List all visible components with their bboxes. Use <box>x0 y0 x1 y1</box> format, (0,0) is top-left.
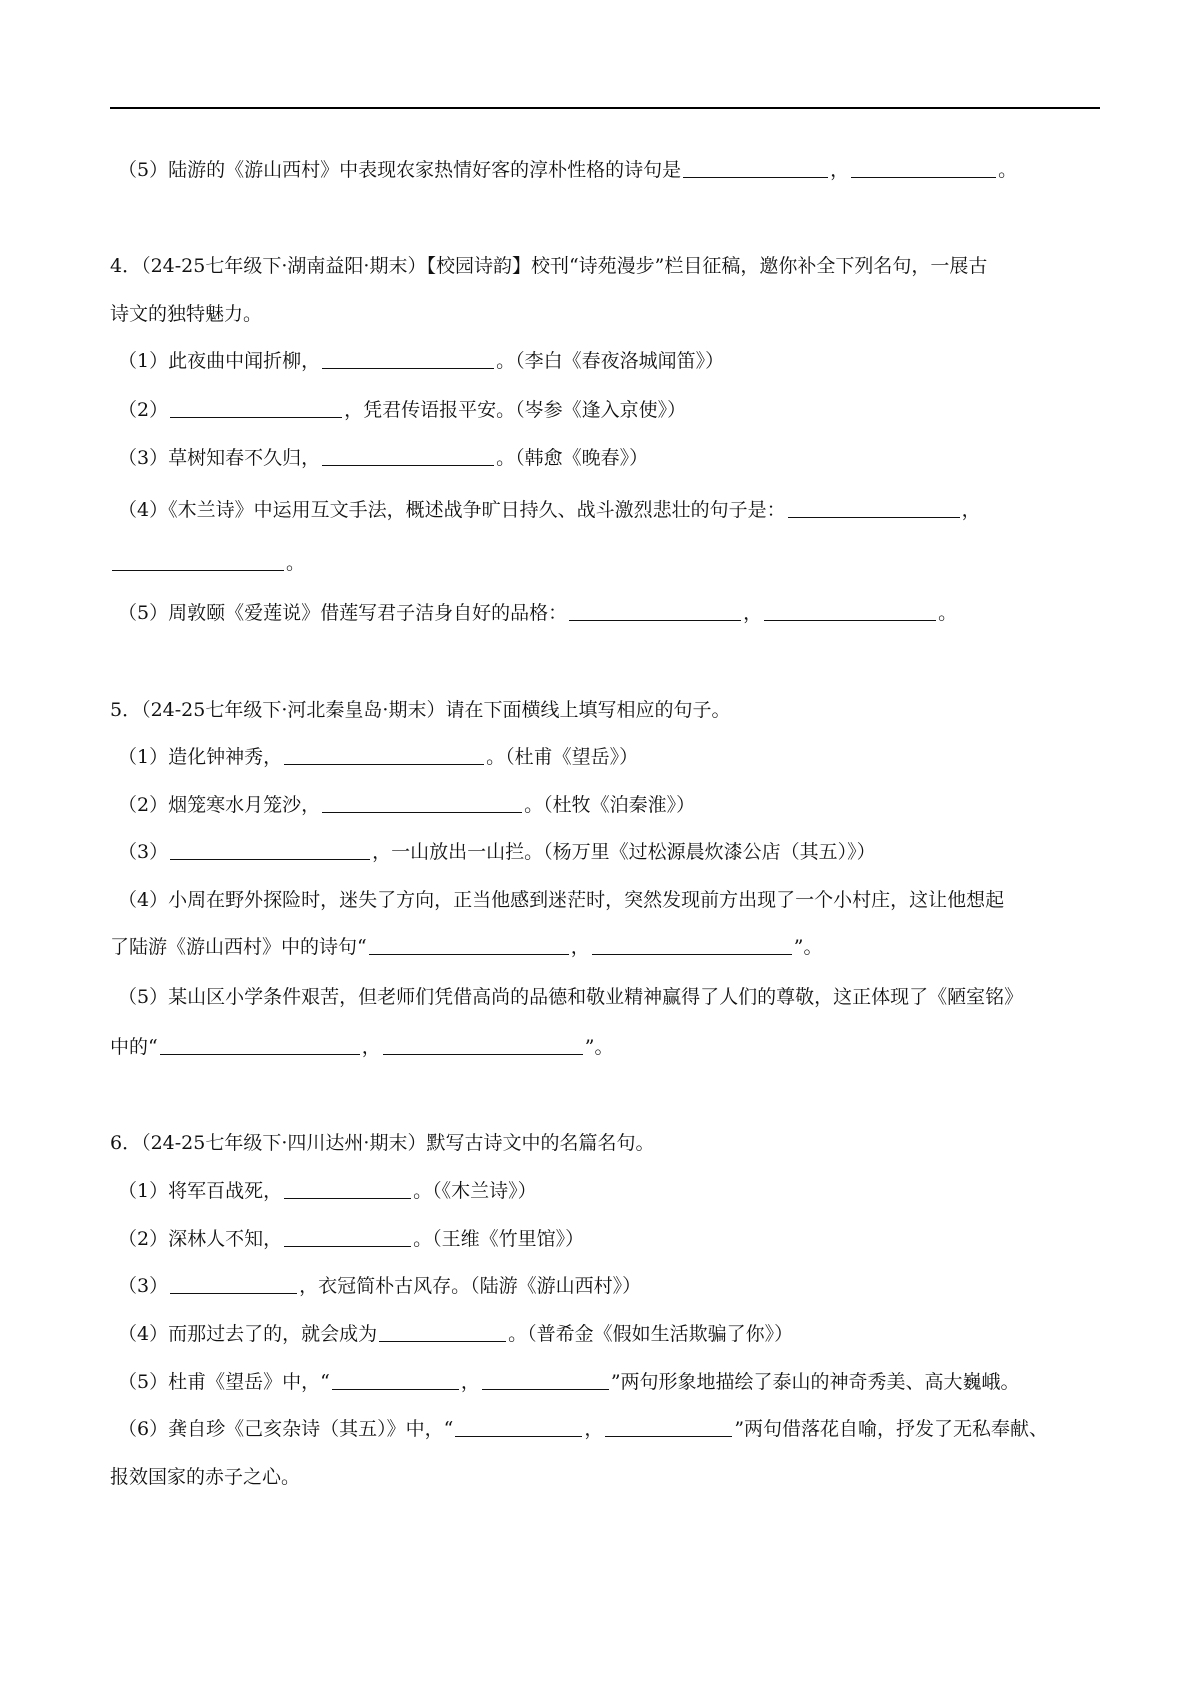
answer-blank[interactable] <box>455 1418 582 1437</box>
q6-item-6-line-1: （6）龚自珍《己亥杂诗（其五）》中，“ ， ”两句借落花自喻，抒发了无私奉献、 <box>118 1418 1049 1440</box>
answer-blank[interactable] <box>683 159 828 178</box>
q5-item-1: （1）造化钟神秀， 。（杜甫《望岳》） <box>118 746 639 768</box>
q4-item-4: （4）《木兰诗》中运用互文手法，概述战争旷日持久、战斗激烈悲壮的句子是： ， <box>118 499 981 521</box>
q6-item-3: （3） ，衣冠简朴古风存。（陆游《游山西村》） <box>118 1275 642 1297</box>
q5-item-4-line-2: 了陆游《游山西村》中的诗句“ ， ”。 <box>110 936 823 958</box>
answer-blank[interactable] <box>569 602 741 621</box>
q4-stem-line-1: 4．（24-25七年级下·湖南益阳·期末）【校园诗韵】校刊“诗苑漫步”栏目征稿，邀你补全下列名句，一展古 <box>110 255 988 277</box>
answer-blank[interactable] <box>851 159 996 178</box>
answer-blank[interactable] <box>170 1275 297 1294</box>
q5-item-3: （3） ，一山放出一山拦。（杨万里《过松源晨炊漆公店（其五）》） <box>118 841 876 863</box>
q3-item-5: （5）陆游的《游山西村》中表现农家热情好客的淳朴性格的诗句是 ， 。 <box>118 159 1018 181</box>
answer-blank[interactable] <box>332 1371 459 1390</box>
answer-blank[interactable] <box>170 841 370 860</box>
q4-item-3: （3）草树知春不久归， 。（韩愈《晚春》） <box>118 447 649 469</box>
q4-item-2: （2） ，凭君传语报平安。（岑参《逢入京使》） <box>118 399 687 421</box>
answer-blank[interactable] <box>788 499 960 518</box>
answer-blank[interactable] <box>592 936 792 955</box>
q5-item-4-line-1: （4）小周在野外探险时，迷失了方向，正当他感到迷茫时，突然发现前方出现了一个小村庄，这让他想起 <box>118 889 1005 911</box>
q4-item-5: （5）周敦颐《爱莲说》借莲写君子洁身自好的品格： ， 。 <box>118 602 958 624</box>
answer-blank[interactable] <box>383 1036 583 1055</box>
q5-item-2: （2）烟笼寒水月笼沙， 。（杜牧《泊秦淮》） <box>118 794 696 816</box>
q6-item-2: （2）深林人不知， 。（王维《竹里馆》） <box>118 1228 585 1250</box>
answer-blank[interactable] <box>379 1323 506 1342</box>
q6-stem: 6．（24-25七年级下·四川达州·期末）默写古诗文中的名篇名句。 <box>110 1132 655 1154</box>
q4-item-4-cont: 。 <box>110 548 1100 578</box>
q5-stem: 5．（24-25七年级下·河北秦皇岛·期末）请在下面横线上填写相应的句子。 <box>110 699 731 721</box>
answer-blank[interactable] <box>284 746 484 765</box>
q6-item-6-line-2: 报效国家的赤子之心。 <box>110 1466 301 1488</box>
answer-blank[interactable] <box>764 602 936 621</box>
answer-blank[interactable] <box>369 936 569 955</box>
answer-blank[interactable] <box>284 1228 411 1247</box>
q4-stem-line-2: 诗文的独特魅力。 <box>110 303 263 325</box>
answer-blank[interactable] <box>112 552 284 571</box>
answer-blank[interactable] <box>322 447 494 466</box>
answer-blank[interactable] <box>160 1036 360 1055</box>
answer-blank[interactable] <box>284 1180 411 1199</box>
q4-item-1: （1）此夜曲中闻折柳， 。（李白《春夜洛城闻笛》） <box>118 350 725 372</box>
q6-item-5: （5）杜甫《望岳》中，“ ， ”两句形象地描绘了泰山的神奇秀美、高大巍峨。 <box>118 1371 1020 1393</box>
q6-item-4: （4）而那过去了的，就会成为 。（普希金《假如生活欺骗了你》） <box>118 1323 794 1345</box>
answer-blank[interactable] <box>322 794 522 813</box>
answer-blank[interactable] <box>482 1371 609 1390</box>
answer-blank[interactable] <box>170 399 342 418</box>
q5-item-5-line-1: （5）某山区小学条件艰苦，但老师们凭借高尚的品德和敬业精神赢得了人们的尊敬，这正体现了《陋室铭》 <box>118 986 1024 1008</box>
header-rule <box>110 107 1100 109</box>
q6-item-1: （1）将军百战死， 。（《木兰诗》） <box>118 1180 537 1202</box>
q5-item-5-line-2: 中的“ ， ”。 <box>110 1036 614 1058</box>
answer-blank[interactable] <box>322 350 494 369</box>
answer-blank[interactable] <box>605 1418 732 1437</box>
